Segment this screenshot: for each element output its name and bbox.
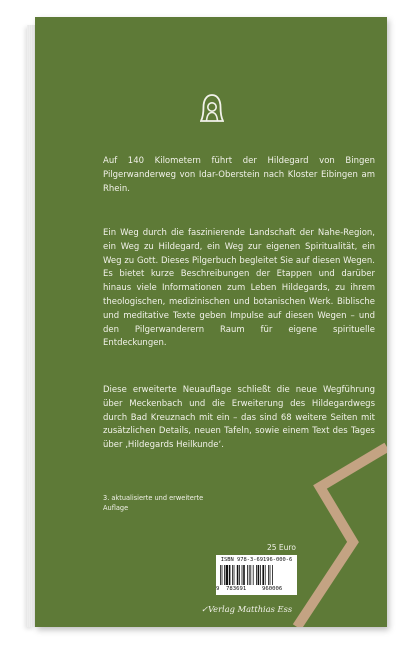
barcode-bars <box>220 565 293 585</box>
barcode-bar <box>232 565 233 585</box>
barcode-bar <box>250 565 251 585</box>
barcode-bar <box>256 565 257 585</box>
publisher-label: Verlag Matthias Ess <box>207 604 293 614</box>
barcode-bar <box>224 565 225 585</box>
blurb-paragraph-1: Auf 140 Kilometern führt der Hildegard von Bingen Pilgerwanderweg von Idar-Oberstein nach Kloster Eibingen am Rhein. <box>103 156 375 194</box>
barcode-bar <box>247 565 248 585</box>
isbn-barcode <box>216 555 297 595</box>
barcode-bar <box>239 565 240 585</box>
barcode-digit-first: 9 <box>216 586 220 592</box>
barcode-bar <box>272 565 273 585</box>
barcode-bar <box>229 565 231 585</box>
barcode-bar <box>234 565 235 585</box>
barcode-bar <box>249 565 250 585</box>
blurb-paragraph-2: Ein Weg durch die faszinierende Landschaft der Nahe-Region, ein Weg zu Hildegard, ein Weg zur eigenen Spiritualität, ein Weg zu Gott. Dieses Pilgerbuch begleitet Sie auf diesen Wegen. Es bietet kurze Beschreibungen der Etappen und darüber hinaus viele Informationen zum Leben Hildegards, zu ihrem theologischen, medizinischen und botanischen Werk. Biblische und meditative Texte geben Impulse auf diesen Wegen – und den Pilgerwanderern Raum für eigene spirituelle Entdeckungen. <box>103 228 375 349</box>
barcode-bar <box>270 565 271 585</box>
barcode-bar <box>253 565 254 585</box>
barcode-bar <box>265 565 266 585</box>
book-back-cover <box>35 17 387 627</box>
barcode-bar <box>237 565 239 585</box>
barcode-digits-left: 783691 <box>226 586 247 592</box>
barcode-digits-right: 960006 <box>262 586 283 592</box>
barcode-bar <box>243 565 245 585</box>
barcode-bar <box>226 565 228 585</box>
barcode-bar <box>262 565 264 585</box>
barcode-bar <box>268 565 269 585</box>
isbn-text: ISBN 978-3-69196-000-6 <box>220 557 293 563</box>
edition-note: 3. aktualisierte und erweiterte Auflage <box>103 494 204 512</box>
barcode-bar <box>242 565 243 585</box>
barcode-bar <box>258 565 260 585</box>
hildegard-veiled-figure-icon <box>200 93 224 123</box>
blurb-paragraph-3: Diese erweiterte Neuauflage schließt die neue Wegführung über Meckenbach und die Erweiterung des Hildegardwegs durch Bad Kreuznach mit ein – das sind 68 weitere Seiten mit zusätzlichen Details, neuen Tafeln, sowie einem Text des Tages über ‚Hildegards Heilkunde‘. <box>103 385 375 451</box>
publisher-name <box>201 604 292 614</box>
price-label: 25 Euro <box>267 543 296 552</box>
barcode-bar <box>220 565 221 585</box>
barcode-bar <box>260 565 261 585</box>
publisher-logo-mark: ✓ <box>201 604 208 614</box>
book-page-edges <box>27 25 35 627</box>
barcode-bar <box>222 565 223 585</box>
